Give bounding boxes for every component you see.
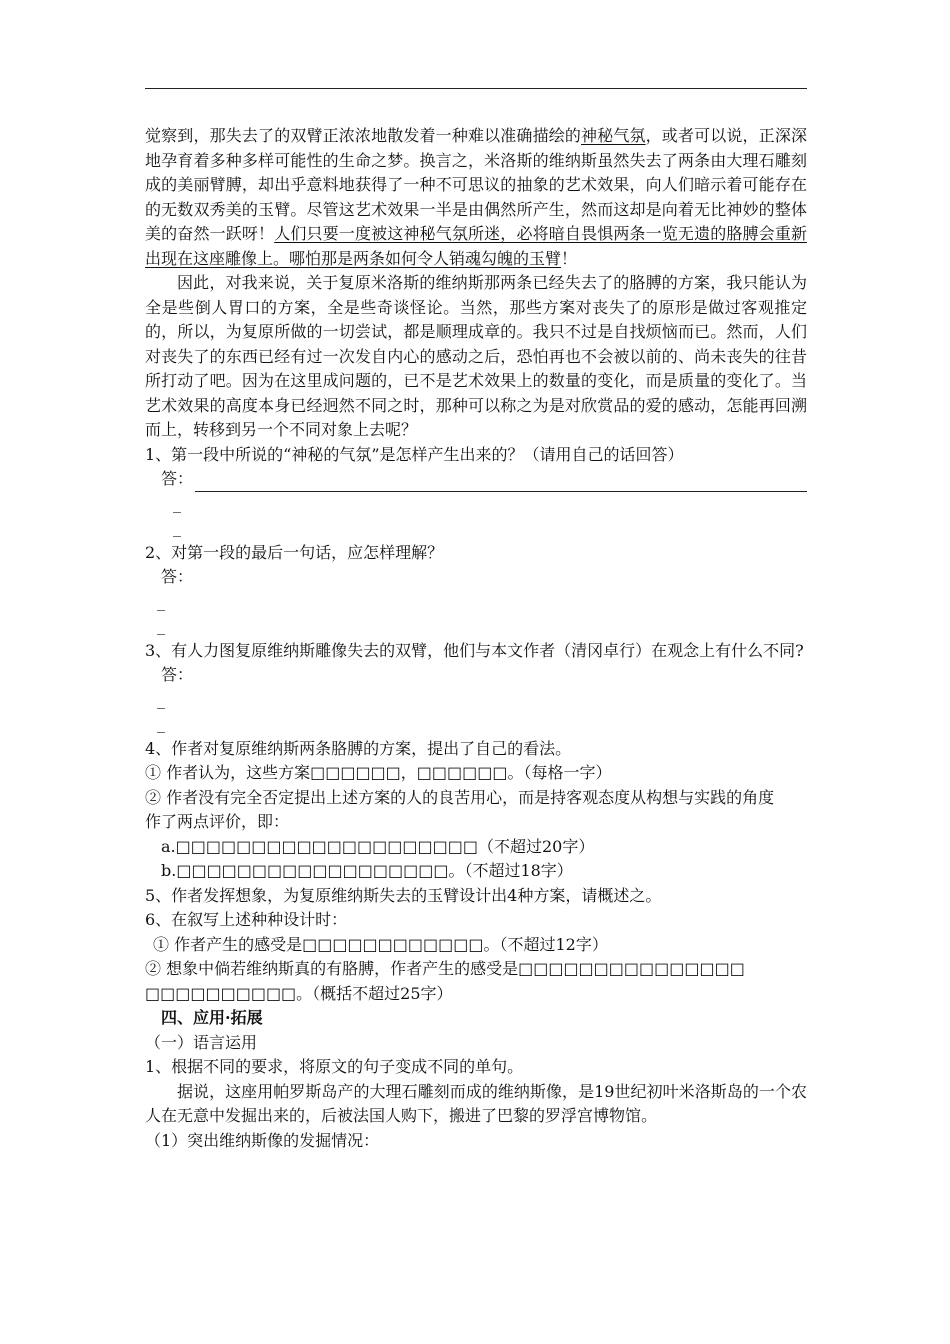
answer-blank-dash: _ [173,518,181,537]
answer-blank-dash: _ [157,689,165,709]
answer-label: 答： [161,665,194,684]
document-body [145,124,807,1153]
answer-label: 答： [161,567,194,586]
question-6: 6、在叙写上述种种设计时： [145,910,348,929]
question-5: 5、作者发挥想象，为复原维纳斯失去的玉臂设计出4种方案，请概述之。 [145,885,662,905]
section-4-subtitle: （一）语言运用 [145,1032,258,1052]
question-6-part-2: ② 想象中倘若维纳斯真的有胳膊，作者产生的感受是□□□□□□□□□□□□□□□ [145,959,745,978]
question-2: 2、对第一段的最后一句话，应怎样理解？ [145,542,444,562]
answer-blank-dash: _ [157,616,165,635]
answer-blank-dash: _ [157,591,165,611]
section-4-item-1: 1、根据不同的要求，将原文的句子变成不同的单句。 [145,1057,524,1076]
answer-blank-dash: _ [173,493,181,513]
answer-blank-dash: _ [157,714,165,733]
section-4-title: 四、应用·拓展 [161,1008,263,1027]
section-4-quote: 据说，这座用帕罗斯岛产的大理石雕刻而成的维纳斯像，是19世纪初叶米洛斯岛的一个农人在无意中发掘出来的，后被法国人购下，搬进了巴黎的罗浮宫博物馆。 [145,1081,807,1125]
header-rule [145,88,807,89]
question-4-item-b: b.□□□□□□□□□□□□□□□□□□。（不超过18字） [161,861,573,880]
question-4-part-2: ② 作者没有完全否定提出上述方案的人的良苦用心，而是持客观态度从构想与实践的角度 [145,787,775,807]
passage-paragraph-2: 因此，对我来说，关于复原米洛斯的维纳斯那两条已经失去了的胳膊的方案，我只能认为全是些倒人胃口的方案，全是些奇谈怪论。当然，那些方案对丧失了的原形是做过客观推定的，所以，为复原所做的一切尝试，都是顺理成章的。我只不过是自找烦恼而已。然而，人们对丧失了的东西已经有过一次发自内心的感动之后，恐怕再也不会被以前的、尚未丧失的往昔所打动了吧。因为在这里成问题的，已不是艺术效果上的数量的变化，而是质量的变化了。当艺术效果的高度本身已经迥然不同之时，那种可以称之为是对欣赏品的爱的感动，怎能再回溯而上，转移到另一个不同对象上去呢？ [145,273,807,439]
section-4-question-1: （1）突出维纳斯像的发掘情况： [145,1130,380,1150]
question-4-item-a: a.□□□□□□□□□□□□□□□□□□□□（不超过20字） [161,836,595,856]
answer-label: 答： [161,469,194,488]
underlined-sentence: 人们只要一度被这神秘气氛所迷，必将暗自畏惧两条一览无遗的胳膊会重新出现在这座雕像上。哪怕那是两条如何令人销魂勾魄的玉臂 [145,224,807,268]
question-4-part-1: ① 作者认为，这些方案□□□□□□，□□□□□□。（每格一字） [145,763,612,782]
question-3: 3、有人力图复原维纳斯雕像失去的双臂，他们与本文作者（清冈卓行）在观念上有什么不同? [145,640,804,660]
answer-1-row [145,467,807,492]
question-1: 1、第一段中所说的“神秘的气氛”是怎样产生出来的？（请用自己的话回答） [145,444,684,464]
passage-paragraph-1: 觉察到，那失去了的双臂正浓浓地散发着一种难以准确描绘的神秘气氛，或者可以说，正深深地孕育着多种多样可能性的生命之梦。换言之，米洛斯的维纳斯虽然失去了两条由大理石雕刻成的美丽臂膊，却出乎意料地获得了一种不可思议的抽象的艺术效果，向人们暗示着可能存在的无数双秀美的玉臂。尽管这艺术效果一半是由偶然所产生，然而这却是向着无比神妙的整体美的奋然一跃呀！人们只要一度被这神秘气氛所迷，必将暗自畏惧两条一览无遗的胳膊会重新出现在这座雕像上。哪怕那是两条如何令人销魂勾魄的玉臂！ [145,126,807,268]
question-4-part-2-cont: 作了两点评价，即： [145,812,290,831]
question-4: 4、作者对复原维纳斯两条胳膊的方案，提出了自己的看法。 [145,738,572,758]
answer-1-line[interactable] [195,473,807,492]
underlined-phrase: 神秘气氛 [581,126,646,145]
question-6-part-1: ① 作者产生的感受是□□□□□□□□□□□□。（不超过12字） [153,934,608,954]
question-6-part-2-cont: □□□□□□□□□□。（概括不超过25字） [145,983,453,1003]
